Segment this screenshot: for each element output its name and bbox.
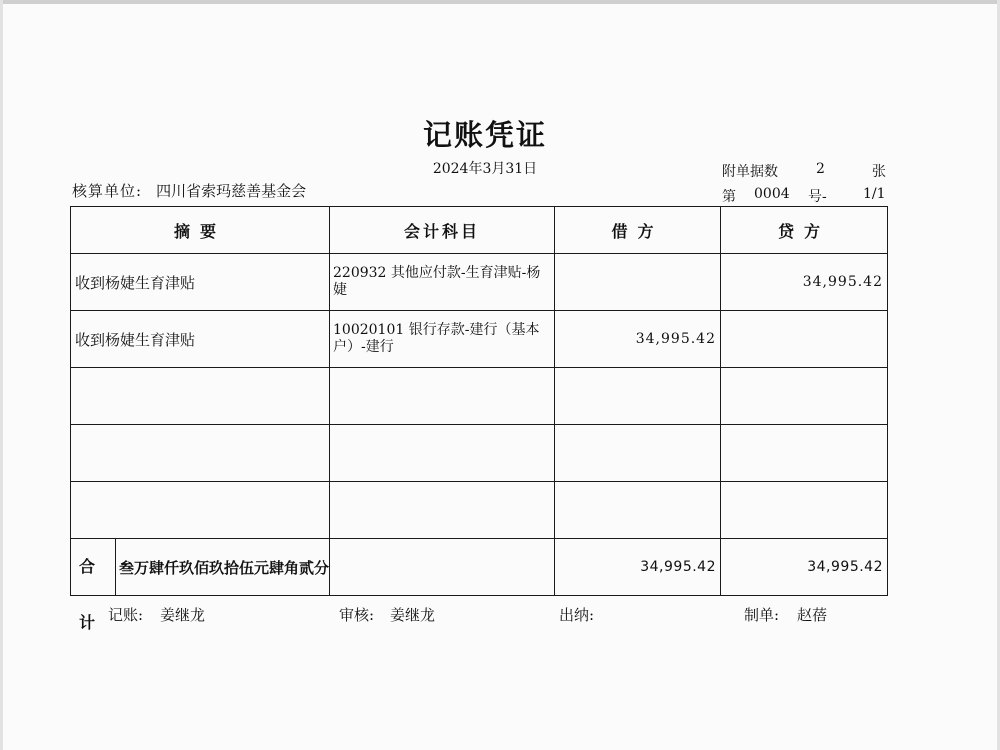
total-amount-in-words: 叁万肆仟玖佰玖拾伍元肆角贰分 bbox=[118, 558, 329, 577]
row-summary bbox=[71, 368, 330, 425]
accounting-unit bbox=[72, 180, 306, 201]
row-credit bbox=[721, 311, 888, 368]
row-debit: 34,995.42 bbox=[555, 311, 721, 368]
table-row bbox=[71, 254, 888, 311]
header-credit: 贷方 bbox=[721, 207, 888, 254]
scan-top-edge bbox=[0, 0, 1000, 4]
total-debit: 34,995.42 bbox=[555, 539, 721, 596]
cashier-label: 出纳: bbox=[559, 606, 595, 624]
table-header-row bbox=[71, 207, 888, 254]
voucher-number-prefix: 第 bbox=[722, 189, 736, 205]
total-credit: 34,995.42 bbox=[721, 539, 888, 596]
reviewer-name: 姜继龙 bbox=[390, 606, 436, 624]
row-subject: 220932 其他应付款-生育津贴-杨婕 bbox=[330, 254, 555, 311]
attachments-count: 2 bbox=[816, 161, 825, 177]
bookkeeper-name: 姜继龙 bbox=[160, 606, 206, 624]
table-row bbox=[71, 425, 888, 482]
total-label: 合计 bbox=[71, 539, 116, 595]
voucher-date: 2024年3月31日 bbox=[432, 161, 538, 177]
row-summary: 收到杨婕生育津贴 bbox=[71, 311, 330, 368]
row-subject bbox=[330, 425, 555, 482]
accounting-unit-value: 四川省索玛慈善基金会 bbox=[156, 182, 307, 200]
preparer-name: 赵蓓 bbox=[797, 606, 828, 624]
table-row bbox=[71, 311, 888, 368]
total-row bbox=[71, 539, 888, 596]
row-debit bbox=[555, 425, 721, 482]
header-subject: 会计科目 bbox=[330, 207, 555, 254]
table-row bbox=[71, 368, 888, 425]
attachments-label: 附单据数 bbox=[722, 164, 778, 180]
row-credit bbox=[721, 425, 888, 482]
row-debit bbox=[555, 482, 721, 539]
row-credit bbox=[721, 482, 888, 539]
header-debit: 借方 bbox=[555, 207, 721, 254]
preparer-label: 制单: bbox=[744, 606, 780, 624]
row-debit bbox=[555, 254, 721, 311]
voucher-title: 记账凭证 bbox=[422, 118, 547, 152]
reviewer-label: 审核: bbox=[339, 606, 375, 624]
row-subject bbox=[330, 482, 555, 539]
row-debit bbox=[555, 368, 721, 425]
voucher-number-suffix: 号- bbox=[808, 189, 827, 205]
total-subject-cell bbox=[330, 539, 555, 596]
attachments-unit: 张 bbox=[872, 164, 886, 180]
row-summary bbox=[71, 425, 330, 482]
accounting-unit-label: 核算单位: bbox=[72, 182, 143, 200]
bookkeeper-label: 记账: bbox=[108, 606, 144, 624]
row-subject bbox=[330, 368, 555, 425]
row-subject: 10020101 银行存款-建行（基本户）-建行 bbox=[330, 311, 555, 368]
table-row bbox=[71, 482, 888, 539]
row-credit bbox=[721, 368, 888, 425]
row-credit: 34,995.42 bbox=[721, 254, 888, 311]
voucher-number-value: 0004 bbox=[754, 186, 790, 202]
row-summary: 收到杨婕生育津贴 bbox=[71, 254, 330, 311]
header-summary: 摘要 bbox=[71, 207, 330, 254]
row-summary bbox=[71, 482, 330, 539]
voucher-page: 1/1 bbox=[863, 186, 886, 202]
